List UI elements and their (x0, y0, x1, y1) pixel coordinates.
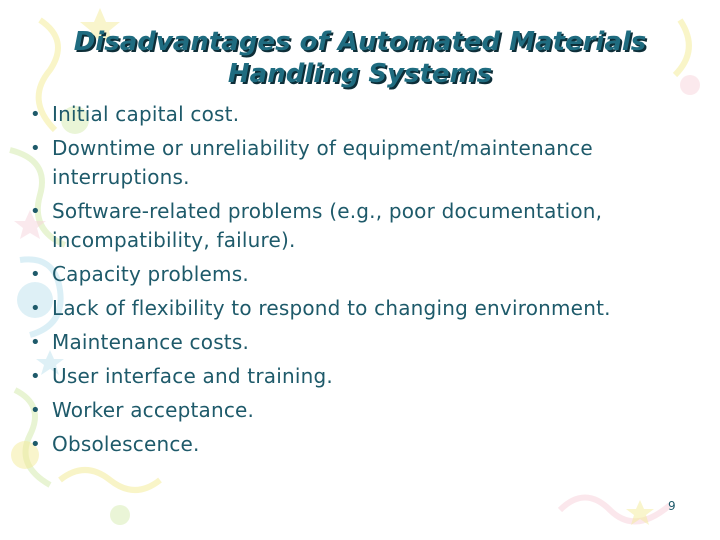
bullet-text: Worker acceptance. (52, 398, 255, 422)
bullet-text: User interface and training. (52, 364, 333, 388)
bullet-text: Lack of flexibility to respond to changing environment. (52, 296, 611, 320)
bullet-text: Capacity problems. (52, 262, 249, 286)
bullet-text: Downtime or unreliability of equipment/maintenance interruptions. (52, 136, 593, 189)
bullet-icon: • (30, 138, 41, 159)
bullet-icon: • (30, 104, 41, 125)
bullet-icon: • (30, 366, 41, 387)
list-item (30, 100, 700, 129)
page-number: 9 (668, 499, 676, 513)
bullet-text: Obsolescence. (52, 432, 200, 456)
bullet-icon: • (30, 400, 41, 421)
list-item (30, 197, 700, 255)
bullet-icon: • (30, 434, 41, 455)
bullet-icon: • (30, 201, 41, 222)
slide-title: Disadvantages of Automated Materials Handling Systems (73, 27, 647, 89)
bullet-text: Software-related problems (e.g., poor documentation, incompatibility, failure). (52, 199, 603, 252)
list-item (30, 396, 700, 425)
list-item (30, 260, 700, 289)
list-item (30, 134, 700, 192)
bullet-text: Initial capital cost. (52, 102, 240, 126)
bullet-icon: • (30, 332, 41, 353)
list-item (30, 430, 700, 459)
bullet-icon: • (30, 264, 41, 285)
bullet-list (30, 100, 700, 464)
list-item (30, 362, 700, 391)
bullet-text: Maintenance costs. (52, 330, 250, 354)
list-item (30, 328, 700, 357)
list-item (30, 294, 700, 323)
bullet-icon: • (30, 298, 41, 319)
